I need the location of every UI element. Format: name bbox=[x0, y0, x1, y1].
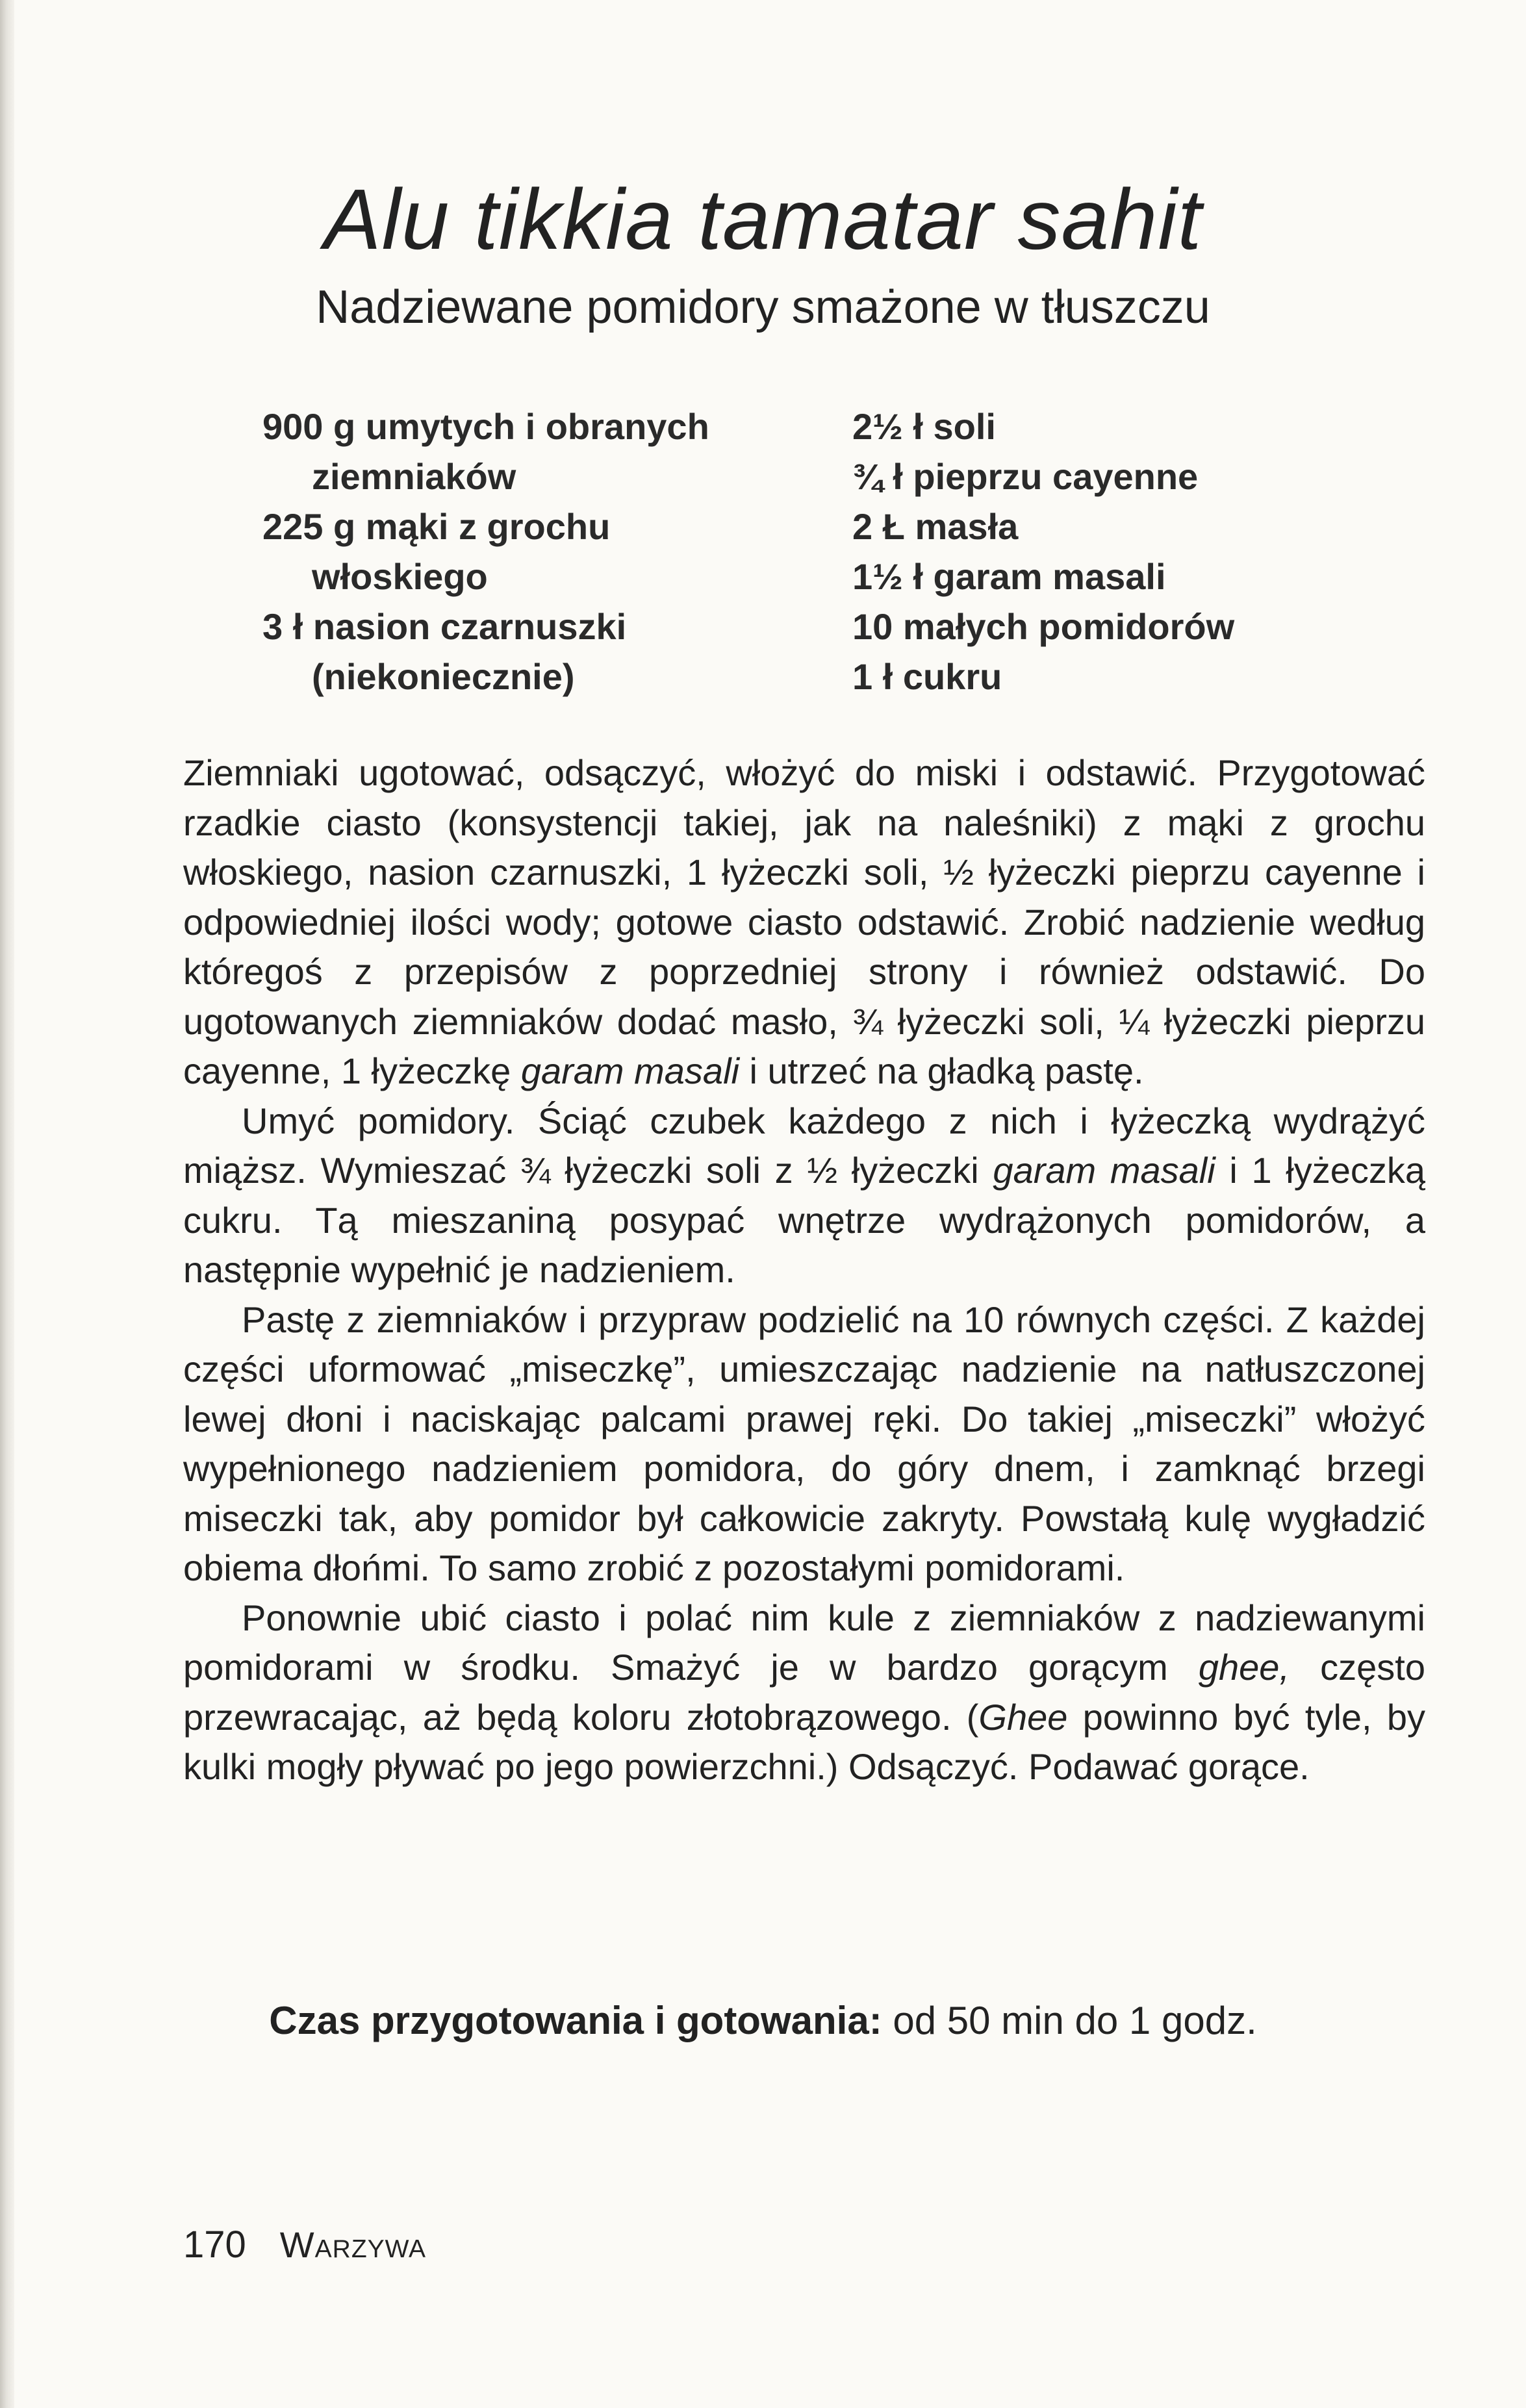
ingredient-item: 1 ł cukru bbox=[852, 656, 1002, 697]
text-run: Umyć pomidory. Ściąć czubek każdego z nich i łyżeczką wydrążyć miąższ. Wymieszać ¾ łyżeczki soli z ½ łyżeczki bbox=[183, 1100, 1425, 1191]
text-run: i 1 łyżeczką cukru. Tą mieszaniną posypać wnętrze wydrążonych pomidorów, a następnie wypełnić je nadzieniem. bbox=[183, 1150, 1425, 1290]
instruction-paragraph-4 bbox=[183, 1593, 1425, 1792]
instruction-paragraph-1 bbox=[183, 748, 1425, 1096]
recipe-instructions bbox=[183, 748, 1425, 1792]
ingredient-item: 1½ ł garam masali bbox=[852, 556, 1166, 597]
ingredient-item: 2½ ł soli bbox=[852, 406, 996, 447]
text-run: Ponownie ubić ciasto i polać nim kule z ziemniaków z nadziewanymi pomidorami w środku. Smażyć je w bardzo gorącym bbox=[183, 1597, 1425, 1688]
ingredient-item: 225 g mąki z grochu włoskiego bbox=[262, 506, 611, 597]
text-run: Ziemniaki ugotować, odsączyć, włożyć do miski i odstawić. Przygotować rzadkie ciasto (konsystencji takiej, jak na naleśniki) z mąki z grochu włoskiego, nasion czarnuszki, 1 łyżeczki soli, ½ łyżeczki pieprzu cayenne i odpowiedniej ilości wody; gotowe ciasto odstawić. Zrobić nadzienie według któregoś z przepisów z poprzedniej strony i również odstawić. Do ugotowanych ziemniaków dodać masło, ¾ łyżeczki soli, ¼ łyżeczki pieprzu cayenne, 1 łyżeczkę bbox=[183, 752, 1425, 1091]
book-binding-shadow bbox=[0, 0, 14, 2408]
italic-term: garam masali bbox=[520, 1050, 739, 1091]
recipe-title: Alu tikkia tamatar sahit bbox=[324, 171, 1202, 267]
recipe-subtitle: Nadziewane pomidory smażone w tłuszczu bbox=[316, 281, 1210, 333]
ingredients-right-column bbox=[852, 401, 1437, 702]
section-name: Warzywa bbox=[279, 2224, 427, 2265]
page-footer bbox=[183, 2223, 426, 2266]
ingredient-item: 3 ł nasion czarnuszki (niekoniecznie) bbox=[262, 606, 627, 697]
text-run: często przewracając, aż będą koloru złotobrązowego. ( bbox=[183, 1647, 1426, 1738]
ingredient-item: 2 Ł masła bbox=[852, 506, 1019, 547]
italic-term: ghee, bbox=[1198, 1647, 1290, 1688]
italic-term: Ghee bbox=[978, 1696, 1068, 1738]
prep-time-label: Czas przygotowania i gotowania: bbox=[269, 1999, 882, 2042]
text-run: powinno być tyle, by kulki mogły pływać po jego powierzchni.) Odsączyć. Podawać gorące. bbox=[183, 1696, 1425, 1787]
ingredient-item: 10 małych pomidorów bbox=[852, 606, 1235, 647]
prep-time-value: od 50 min do 1 godz. bbox=[882, 1999, 1257, 2042]
ingredients-left-column bbox=[262, 401, 795, 702]
instruction-paragraph-3: Pastę z ziemniaków i przypraw podzielić na 10 równych części. Z każdej części uformować „miseczkę”, umieszczając nadzienie na natłuszczonej lewej dłoni i naciskając palcami prawej ręki. Do takiej „miseczki” włożyć wypełnionego nadzieniem pomidora, do góry dnem, i zamknąć brzegi miseczki tak, aby pomidor był całkowicie zakryty. Powstałą kulę wygładzić obiema dłońmi. To samo zrobić z pozostałymi pomidorami. bbox=[183, 1299, 1425, 1588]
page-number: 170 bbox=[183, 2224, 246, 2266]
italic-term: garam masali bbox=[993, 1150, 1215, 1191]
text-run: i utrzeć na gładką pastę. bbox=[739, 1050, 1144, 1091]
instruction-paragraph-2 bbox=[183, 1096, 1425, 1295]
ingredient-item: ¾ ł pieprzu cayenne bbox=[852, 456, 1199, 497]
ingredient-item: 900 g umytych i obranych ziemniaków bbox=[262, 406, 709, 497]
prep-time bbox=[0, 1998, 1526, 2043]
